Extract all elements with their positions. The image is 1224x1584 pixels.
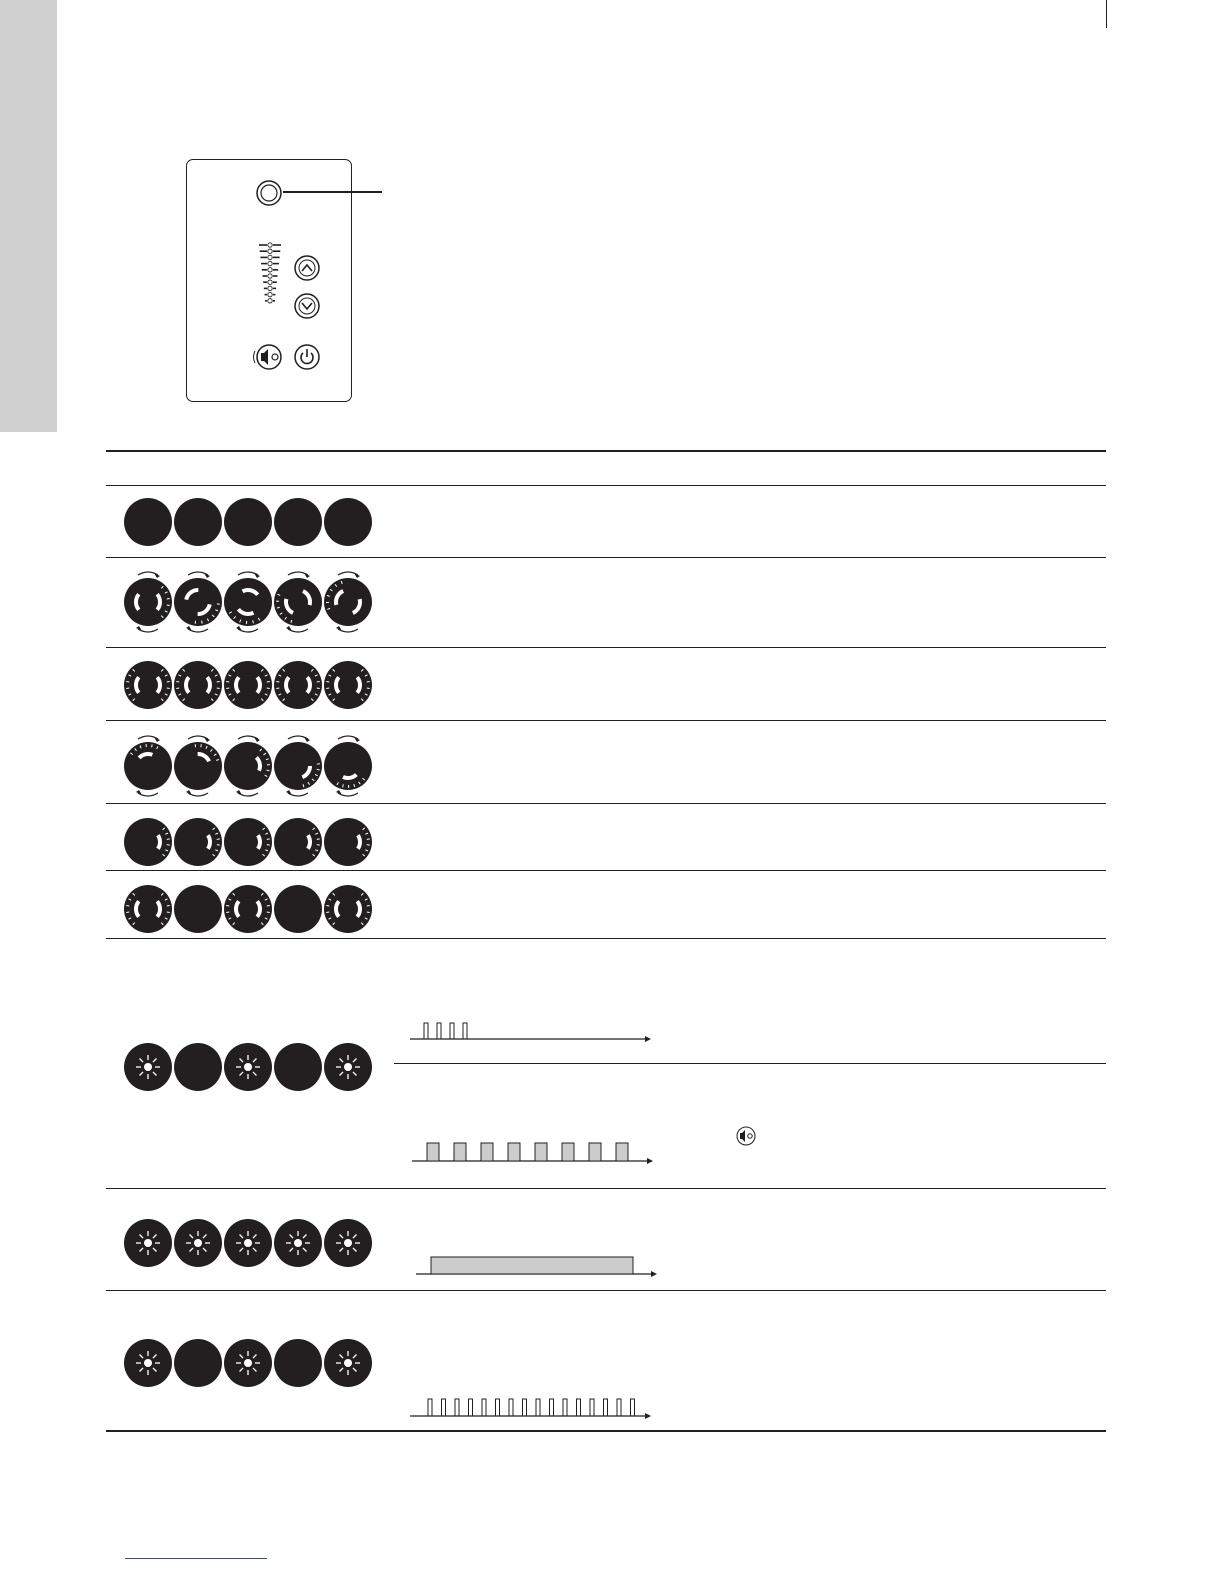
steady-indicator-icon [324, 661, 372, 709]
pulse [442, 1399, 446, 1416]
row-divider [106, 720, 1106, 721]
sub-row-divider [394, 1063, 1106, 1064]
row-divider [106, 870, 1106, 871]
flashing-indicator-icon [224, 1339, 272, 1387]
row-divider [106, 557, 1106, 558]
right-segment-indicator-icon [274, 818, 322, 866]
off-indicator-icon [174, 885, 222, 933]
fast-pulse-train-diagram [406, 1396, 656, 1422]
pulse [455, 1399, 459, 1416]
partial-rotating-indicator-icon [224, 736, 272, 796]
pulse [428, 1399, 432, 1416]
down-arrow-icon[interactable] [295, 294, 319, 318]
up-arrow-icon[interactable] [295, 256, 319, 280]
pulse [563, 1399, 567, 1416]
time-axis-arrow [645, 1413, 651, 1419]
row-divider [106, 938, 1106, 939]
off-indicator-icon [124, 498, 172, 546]
indicator-row-8 [122, 1218, 374, 1268]
control-panel [186, 159, 352, 402]
off-indicator-icon [274, 885, 322, 933]
row-divider [106, 803, 1106, 804]
footer-link-underline [125, 1558, 267, 1559]
repeating-beep-diagram [408, 1140, 658, 1166]
flashing-indicator-icon [324, 1219, 372, 1267]
power-icon[interactable] [295, 345, 319, 369]
pulse [508, 1143, 520, 1161]
partial-rotating-indicator-icon [274, 736, 322, 796]
pulse [450, 1023, 454, 1039]
indicator-row-9 [122, 1338, 374, 1388]
pulse [590, 1399, 594, 1416]
rotating-indicator-icon [224, 572, 272, 632]
pulse [562, 1143, 574, 1161]
alarm-mute-icon [736, 1126, 758, 1146]
right-segment-indicator-icon [174, 818, 222, 866]
pulse [631, 1399, 635, 1416]
level-scale [259, 243, 281, 303]
pulse [616, 1143, 628, 1161]
pulse [577, 1399, 581, 1416]
right-segment-indicator-icon [324, 818, 372, 866]
flashing-indicator-icon [274, 1219, 322, 1267]
indicator-row-1 [122, 497, 374, 547]
row-divider [106, 1290, 1106, 1291]
pulse [535, 1143, 547, 1161]
flashing-indicator-icon [124, 1219, 172, 1267]
pulse [437, 1023, 441, 1039]
steady-indicator-icon [124, 885, 172, 933]
pulse [481, 1143, 493, 1161]
steady-indicator-icon [124, 661, 172, 709]
off-indicator-icon [174, 498, 222, 546]
rotating-indicator-icon [324, 572, 372, 632]
time-axis-arrow [645, 1036, 651, 1042]
partial-rotating-indicator-icon [174, 736, 222, 796]
rotating-indicator-icon [124, 572, 172, 632]
row-divider [106, 1188, 1106, 1189]
partial-rotating-indicator-icon [124, 736, 172, 796]
pulse [427, 1143, 439, 1161]
steady-indicator-icon [274, 661, 322, 709]
table-top-rule [106, 450, 1106, 452]
right-segment-indicator-icon [124, 818, 172, 866]
pulse [589, 1143, 601, 1161]
pulse [523, 1399, 527, 1416]
alarm-mute-icon[interactable] [254, 345, 282, 369]
pulse [482, 1399, 486, 1416]
pulse [536, 1399, 540, 1416]
off-indicator-icon [274, 1043, 322, 1091]
control-panel-drawing [187, 160, 353, 403]
steady-indicator-icon [324, 885, 372, 933]
flashing-indicator-icon [124, 1339, 172, 1387]
pulse [509, 1399, 513, 1416]
rotating-indicator-icon [274, 572, 322, 632]
steady-indicator-icon [174, 661, 222, 709]
off-indicator-icon [174, 1339, 222, 1387]
flashing-indicator-icon [124, 1043, 172, 1091]
off-indicator-icon [174, 1043, 222, 1091]
off-indicator-icon [274, 1339, 322, 1387]
pulse [469, 1399, 473, 1416]
crop-mark [1106, 0, 1107, 28]
indicator-row-3 [122, 660, 374, 710]
continuous-tone-diagram [414, 1254, 664, 1280]
pulse [550, 1399, 554, 1416]
table-bottom-rule [106, 1430, 1106, 1432]
off-indicator-icon [274, 498, 322, 546]
pulse [463, 1023, 467, 1039]
rotating-indicator-icon [174, 572, 222, 632]
indicator-row-6 [122, 884, 374, 934]
pulse [454, 1143, 466, 1161]
table-header-rule [106, 485, 1106, 486]
flashing-indicator-icon [174, 1219, 222, 1267]
off-indicator-icon [224, 498, 272, 546]
pulse [424, 1023, 428, 1039]
row-divider [106, 647, 1106, 648]
short-pulse-burst-diagram [408, 1018, 658, 1044]
steady-indicator-icon [224, 661, 272, 709]
indicator-row-2 [122, 572, 374, 632]
indicator-row-4 [122, 736, 374, 796]
right-segment-indicator-icon [224, 818, 272, 866]
flashing-indicator-icon [224, 1043, 272, 1091]
time-axis-arrow [651, 1271, 657, 1277]
flashing-indicator-icon [324, 1339, 372, 1387]
off-indicator-icon [324, 498, 372, 546]
indicator-row-7 [122, 1042, 374, 1092]
time-axis-arrow [647, 1158, 653, 1164]
side-tab [0, 0, 57, 432]
pulse [617, 1399, 621, 1416]
flashing-indicator-icon [224, 1219, 272, 1267]
pulse [431, 1257, 633, 1274]
pulse [496, 1399, 500, 1416]
partial-rotating-indicator-icon [324, 736, 372, 796]
callout-line [283, 191, 382, 193]
pulse [604, 1399, 608, 1416]
flashing-indicator-icon [324, 1043, 372, 1091]
indicator-row-5 [122, 817, 374, 867]
steady-indicator-icon [224, 885, 272, 933]
